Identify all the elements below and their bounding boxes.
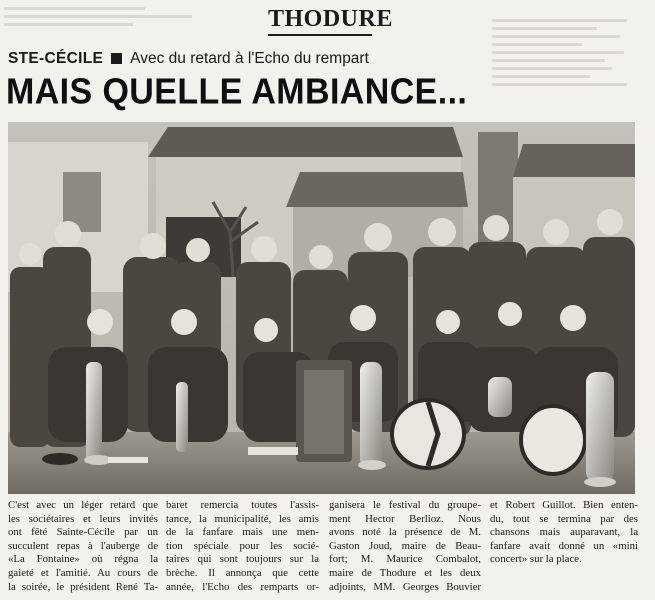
article-line: Gaston Joud, maire de Beau- <box>329 539 481 552</box>
square-bullet-icon <box>111 53 122 64</box>
article-line: fort; M. Maurice Combalot, <box>329 553 481 566</box>
article-column-2 <box>166 499 319 594</box>
article-line: ment Hector Berlioz. Nous <box>329 512 481 525</box>
article-line: concert» sur la place. <box>490 553 582 566</box>
article-line: fanfare avait donné un «mini <box>490 539 638 552</box>
section-name: STE-CÉCILE <box>8 50 104 67</box>
group-photo-illustration <box>8 122 635 494</box>
article-line: taires qui sont toujours sur la <box>166 553 319 566</box>
bleed-through-right <box>492 14 642 109</box>
bleed-through-left <box>4 2 239 42</box>
town-title: THODURE <box>268 6 372 36</box>
article-line: «La Fontaine» où régna la <box>8 553 158 566</box>
article-line: brèche. Il annonça que cette <box>166 566 319 579</box>
article-line: avons noté la présence de M. <box>329 526 481 539</box>
kicker-text: Avec du retard à l'Echo du rempart <box>130 50 369 67</box>
kicker-line <box>8 50 369 68</box>
group-photo <box>8 122 635 494</box>
headline: MAIS QUELLE AMBIANCE... <box>6 72 468 112</box>
article-line: ont fêté Sainte-Cécile par un <box>8 526 158 539</box>
article-line: gaieté et l'amitié. Au cours de <box>8 566 158 579</box>
article-line: chansons mais auparavant, la <box>490 526 638 539</box>
article-line: maire de Thodure et les deux <box>329 566 481 579</box>
article-line: adjoints, MM. Georges Bouvier <box>329 580 481 593</box>
article-line: la soirée, le président René Ta- <box>8 580 158 593</box>
article-line: tance, la municipalité, les amis <box>166 512 319 525</box>
article-column-1 <box>8 499 158 594</box>
article-line: et Robert Guillot. Bien enten- <box>490 499 638 511</box>
article-line: du, tout se termina par des <box>490 512 638 525</box>
article-line: année, l'Echo des remparts or- <box>166 580 319 593</box>
article-line: de la fanfare mais une men- <box>166 526 319 539</box>
article-line: les sociétaires et leurs invités <box>8 512 158 525</box>
article-line: ganisera le festival du groupe- <box>329 499 481 511</box>
article-line: baret remercia toutes l'assis- <box>166 499 319 511</box>
article-line: tion spéciale pour les socié- <box>166 539 319 552</box>
article-line: C'est avec un léger retard que <box>8 499 158 511</box>
article-column-4 <box>490 499 638 567</box>
article-line: succulent repas à l'auberge de <box>8 539 158 552</box>
article-column-3 <box>329 499 481 594</box>
